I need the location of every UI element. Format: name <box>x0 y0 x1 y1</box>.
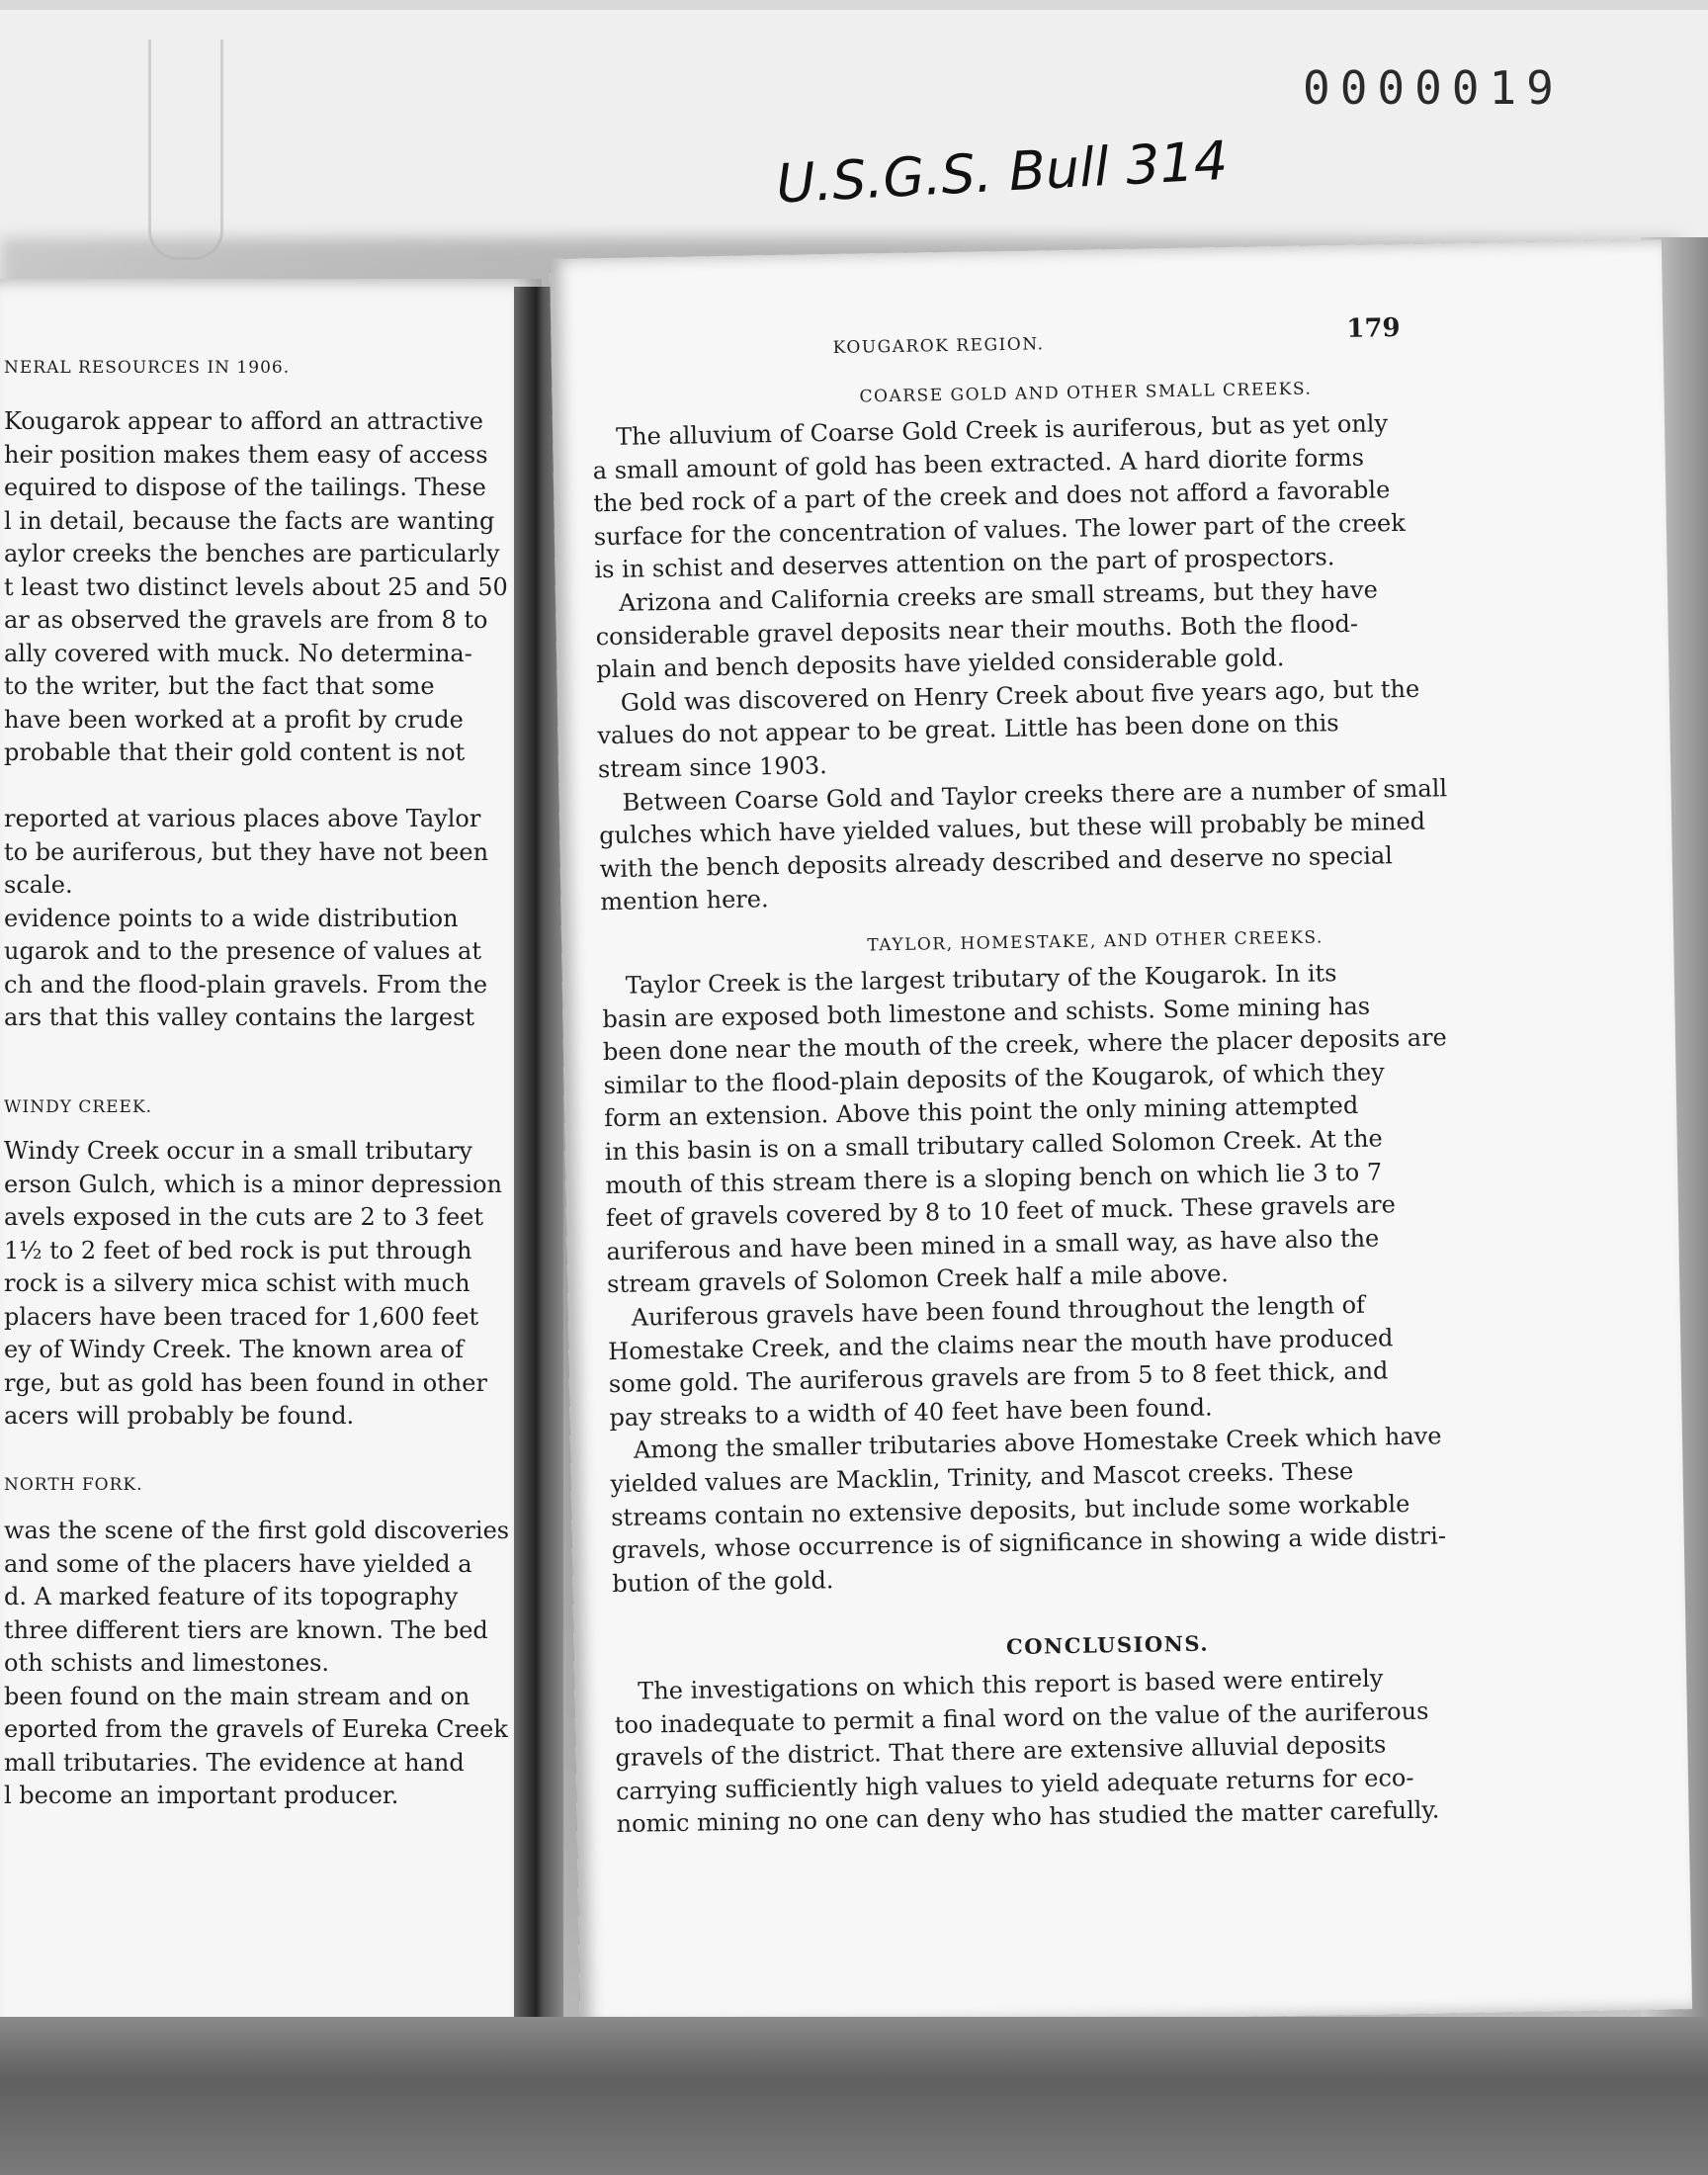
text-line: with the bench deposits already described and deserve no special <box>599 840 1394 883</box>
text-line: The investigations on which this report is based were entirely <box>638 1664 1384 1705</box>
text-line: d. A marked feature of its topography <box>4 1583 459 1610</box>
left-para-1 <box>4 405 518 770</box>
text-line: gravels of the district. That there are extensive alluvial deposits <box>615 1730 1387 1773</box>
text-line: considerable gravel deposits near their mouths. Both the flood- <box>595 609 1359 651</box>
text-line: mall tributaries. The evidence at hand <box>4 1748 465 1777</box>
clip-shadow <box>148 40 223 260</box>
right-running-head: KOUGAROK REGION. <box>832 334 1045 359</box>
text-line: mouth of this stream there is a sloping bench on which lie 3 to 7 <box>605 1158 1383 1199</box>
text-line: avels exposed in the cuts are 2 to 3 feet <box>4 1203 484 1231</box>
heading-windy-creek: WINDY CREEK. <box>4 1097 153 1117</box>
text-line: l in detail, because the facts are wanting <box>4 506 495 535</box>
text-line: bution of the gold. <box>612 1565 834 1598</box>
text-line: have been worked at a profit by crude <box>4 705 464 734</box>
text-line: reported at various places above Taylor <box>4 805 481 832</box>
text-line: Among the smaller tributaries above Homestake Creek which have <box>633 1422 1442 1465</box>
text-line: oth schists and limestones. <box>4 1649 330 1677</box>
heading-taylor: TAYLOR, HOMESTAKE, AND OTHER CREEKS. <box>867 927 1324 956</box>
text-line: feet of gravels covered by 8 to 10 feet of muck. These gravels are <box>605 1190 1397 1233</box>
page-number: 179 <box>1346 312 1401 344</box>
text-line: placers have been traced for 1,600 feet <box>4 1302 479 1331</box>
scan-bottom-band <box>0 2017 1708 2175</box>
text-line: plain and bench deposits have yielded considerable gold. <box>596 644 1285 684</box>
left-page <box>0 279 542 2039</box>
text-line: gulches which have yielded values, but these will probably be mined <box>598 807 1426 850</box>
text-line: some gold. The auriferous gravels are from 5 to 8 feet thick, and <box>608 1356 1389 1399</box>
text-line: basin are exposed both limestone and schists. Some mining has <box>602 992 1371 1033</box>
scan-top-edge <box>0 0 1708 10</box>
document-number: 0000019 <box>1303 61 1564 115</box>
text-line: rge, but as gold has been found in other <box>4 1368 487 1397</box>
text-line: 1½ to 2 feet of bed rock is put through <box>4 1236 472 1264</box>
text-line: to be auriferous, but they have not been <box>4 837 489 866</box>
section-conclusions <box>613 1615 1605 1842</box>
text-line: carrying sufficiently high values to yield adequate returns for eco- <box>615 1763 1414 1805</box>
text-line: aylor creeks the benches are particularly <box>4 540 500 567</box>
text-line: ey of Windy Creek. The known area of <box>4 1336 464 1363</box>
right-page <box>550 239 1692 2028</box>
text-line: in this basin is on a small tributary called Solomon Creek. At the <box>604 1124 1383 1167</box>
text-line: Auriferous gravels have been found throughout the length of <box>631 1290 1366 1332</box>
text-line: Taylor Creek is the largest tributary of the Kougarok. In its <box>625 959 1337 1000</box>
text-line: been done near the mouth of the creek, where the placer deposits are <box>602 1023 1447 1067</box>
text-line: l become an important producer. <box>4 1782 399 1809</box>
text-line: similar to the flood-plain deposits of the Kougarok, of which they <box>603 1058 1385 1099</box>
text-line: scale. <box>4 871 73 899</box>
heading-conclusions: CONCLUSIONS. <box>1005 1630 1210 1660</box>
text-line: Arizona and California creeks are small streams, but they have <box>618 575 1379 617</box>
text-line: ars that this valley contains the largest <box>4 1003 475 1031</box>
text-line: Kougarok appear to afford an attractive <box>4 407 483 435</box>
text-line: ally covered with muck. No determina- <box>4 639 472 667</box>
text-line: Between Coarse Gold and Taylor creeks there are a number of small <box>622 773 1448 817</box>
left-para-3 <box>4 1135 518 1434</box>
text-line: is in schist and deserves attention on the part of prospectors. <box>594 543 1335 584</box>
text-line: three different tiers are known. The bed <box>4 1615 488 1644</box>
text-line: eported from the gravels of Eureka Creek <box>4 1715 508 1743</box>
section-coarse-gold <box>591 365 1588 919</box>
text-line: stream gravels of Solomon Creek half a mile above. <box>606 1260 1230 1299</box>
left-para-2 <box>4 803 518 1035</box>
text-line: ugarok and to the presence of values at <box>4 937 481 965</box>
text-line: streams contain no extensive deposits, but include some workable <box>610 1489 1410 1531</box>
section-taylor <box>601 914 1601 1602</box>
text-line: Gold was discovered on Henry Creek about five years ago, but the <box>620 674 1420 717</box>
text-line: and some of the placers have yielded a <box>4 1549 472 1578</box>
text-line: equired to dispose of the tailings. These <box>4 474 486 501</box>
left-running-head: NERAL RESOURCES IN 1906. <box>4 358 291 378</box>
text-line: erson Gulch, which is a minor depression <box>4 1170 503 1198</box>
text-line: was the scene of the first gold discoveries <box>4 1517 510 1544</box>
heading-north-fork: NORTH FORK. <box>4 1475 143 1495</box>
text-line: gravels, whose occurrence is of significance in showing a wide distri- <box>611 1522 1447 1565</box>
heading-coarse-gold: COARSE GOLD AND OTHER SMALL CREEKS. <box>859 379 1313 407</box>
text-line: values do not appear to be great. Little has been done on this <box>597 709 1339 750</box>
text-line: pay streaks to a width of 40 feet have been found. <box>609 1393 1213 1432</box>
text-line: yielded values are Macklin, Trinity, and Mascot creeks. These <box>610 1456 1354 1499</box>
text-line: acers will probably be found. <box>4 1402 355 1430</box>
text-line: nomic mining no one can deny who has studied the matter carefully. <box>616 1795 1440 1839</box>
text-line: rock is a silvery mica schist with much <box>4 1269 470 1297</box>
text-line: too inadequate to permit a final word on the value of the auriferous <box>614 1696 1429 1739</box>
text-line: Windy Creek occur in a small tributary <box>4 1137 472 1165</box>
text-line: to the writer, but the fact that some <box>4 672 435 700</box>
text-line: t least two distinct levels about 25 and 50 <box>4 572 508 601</box>
text-line: ar as observed the gravels are from 8 to <box>4 606 488 634</box>
text-line: evidence points to a wide distribution <box>4 904 459 932</box>
text-line: form an extension. Above this point the only mining attempted <box>603 1091 1359 1133</box>
text-line: The alluvium of Coarse Gold Creek is auriferous, but as yet only <box>615 409 1389 451</box>
text-line: Homestake Creek, and the claims near the mouth have produced <box>608 1323 1394 1365</box>
text-line: ch and the flood-plain gravels. From the <box>4 970 488 999</box>
handwritten-note: U.S.G.S. Bull 314 <box>774 129 1230 216</box>
text-line: auriferous and have been mined in a small way, as have also the <box>606 1224 1380 1265</box>
text-line: probable that their gold content is not <box>4 739 466 766</box>
text-line: mention here. <box>600 885 769 916</box>
text-line: a small amount of gold has been extracted. A hard diorite forms <box>592 443 1365 484</box>
text-line: been found on the main stream and on <box>4 1682 470 1710</box>
text-line: stream since 1903. <box>597 751 827 784</box>
left-para-4 <box>4 1515 518 1813</box>
text-line: heir position makes them easy of access <box>4 440 488 469</box>
text-line: the bed rock of a part of the creek and does not afford a favorable <box>593 476 1391 518</box>
text-line: surface for the concentration of values. The lower part of the creek <box>593 508 1407 552</box>
